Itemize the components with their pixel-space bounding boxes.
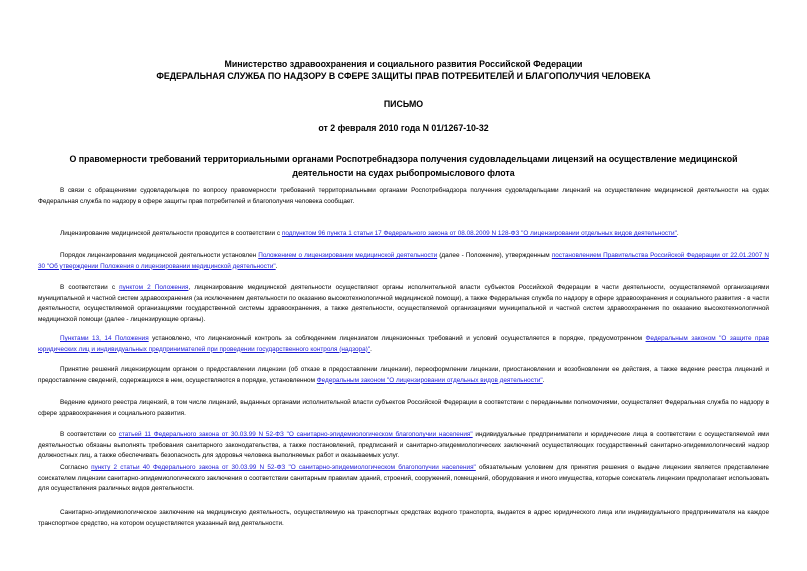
sanitary-law-clause-link[interactable]: пункту 2 статьи 40 Федерального закона от 30.03.99 N 52-ФЗ "О санитарно-эпидемиологическом благополучии населения" [91,464,476,471]
paragraph-4 [38,283,769,326]
paragraph-text: Порядок лицензирования медицинской деятельности установлен [60,252,259,259]
paragraph-9 [38,463,769,495]
government-decree-link[interactable]: постановлением Правительства Российской Федерации от 22.01.2007 N 30 "Об утверждении Положения о лицензировании медицинской деятельности" [38,252,770,270]
paragraph-text: Санитарно-эпидемиологическое заключение на медицинскую деятельность, осуществляемую на транспортных средствах водного транспорта, выдается в адрес юридического лица или индивидуального предпринимателя на каждое транспортное средство, на котором осуществляется указанный вид деятельности. [38,509,769,527]
paragraph-text: . [370,345,372,353]
paragraph-text: В соответствии со [60,431,119,438]
regulation-clauses-link[interactable]: Пунктами 13, 14 Положения [60,335,149,342]
paragraph-text: . [275,262,278,270]
paragraph-text: Согласно [60,464,92,471]
paragraph-text: установлено, что лицензионный контроль за соблюдением лицензиатом лицензионных требований и условий осуществляется в порядке, предусмотренном [148,335,646,342]
paragraph-text: В связи с обращениями судовладельцев по вопросу правомерности требований территориальными органами Роспотребнадзора получения судовладельцами лицензий на осуществление медицинской деятельности на судах Федеральная служба по надзору в сфере защиты прав потребителей и благополучия человека сообщает. [38,187,769,205]
paragraph-7 [38,398,769,419]
service-heading: ФЕДЕРАЛЬНАЯ СЛУЖБА ПО НАДЗОРУ В СФЕРЕ ЗАЩИТЫ ПРАВ ПОТРЕБИТЕЛЕЙ И БЛАГОПОЛУЧИЯ ЧЕЛОВЕКА [156,71,651,81]
paragraph-text: Ведение единого реестра лицензий, в том числе лицензий, выданных органами исполнительной власти субъектов Российской Федерации в соответствии с переданными полномочиями, осуществляет Федеральная служба по надзору в сфере здравоохранения и социального развития. [38,399,769,417]
regulation-link[interactable]: Положением о лицензировании медицинской деятельности [258,252,438,259]
federal-law-link[interactable]: Федеральным законом "О защите прав юридических лиц и индивидуальных предпринимателей при проведении государственного контроля (надзора)" [38,335,769,353]
paragraph-text: . [542,376,545,384]
document-type: ПИСЬМО [383,99,424,109]
document-date-number: от 2 февраля 2010 года N 01/1267-10-32 [318,123,489,133]
paragraph-text: , лицензирование медицинской деятельности осуществляют органы исполнительной власти субъектов Российской Федерации в части деятельности, осуществляемой организациями муниципальной и частной систем здравоохранения (за исключением деятельности по оказанию высокотехнологичной медицинской помощи), а также Федеральная служба по надзору в сфере здравоохранения и социального развития - в части деятельности, осуществляемой организациями государственной системы здравоохранения, а также деятельности, осуществляемой организациями муниципальной и частной систем здравоохранения по оказанию высокотехнологичной медицинской помощи (далее - лицензирующие органы). [38,284,770,324]
paragraph-text: Принятие решений лицензирующим органом о предоставлении лицензии (об отказе в предоставлении лицензии), переоформлении лицензии, приостановлении и возобновлении ее действия, а также ведение реестра лицензий и предоставление сведений, содержащихся в нем, осуществляются в порядке, установленном [38,366,769,384]
paragraph-1 [38,186,769,207]
paragraph-text: . [676,230,679,237]
paragraph-2 [38,229,769,240]
paragraph-text: обязательным условием для принятия решения о выдаче лицензии является представление соискателем лицензии санитарно-эпидемиологического заключения о соответствии санитарным правилам зданий, строений, сооружений, помещений, оборудования и иного имущества, которые соискатель лицензии предполагает использовать для осуществления различных видов деятельности. [38,464,769,493]
paragraph-3 [38,251,769,272]
document-subject: О правомерности требований территориальными органами Роспотребнадзора получения судовладельцами лицензий на осуществление медицинской деятельности на судах рыбопромыслового флота [69,154,738,178]
paragraph-10 [38,508,769,529]
regulation-clause-link[interactable]: пунктом 2 Положения [119,284,189,291]
paragraph-text: В соответствии с [60,284,120,291]
paragraph-text: (далее - Положение), утвержденным [437,252,552,259]
paragraph-6 [38,365,769,386]
licensing-law-link[interactable]: Федеральным законом "О лицензировании отдельных видов деятельности" [316,376,543,384]
sanitary-law-article-link[interactable]: статьей 11 Федерального закона от 30.03.99 N 52-ФЗ "О санитарно-эпидемиологическом благополучии населения" [118,431,473,438]
law-link[interactable]: подпунктом 96 пункта 1 статьи 17 Федерального закона от 08.08.2009 N 128-ФЗ "О лицензировании отдельных видов деятельности" [281,230,677,237]
paragraph-5 [38,334,769,355]
paragraph-8 [38,430,769,462]
paragraph-text: Лицензирование медицинской деятельности проводится в соответствии с [60,230,282,237]
ministry-heading: Министерство здравоохранения и социального развития Российской Федерации [224,59,583,69]
paragraph-text: индивидуальные предприниматели и юридические лица в соответствии с осуществляемой ими деятельностью обязаны выполнять требования санитарного законодательства, а также постановлений, предписаний и санитарно-эпидемиологических заключений осуществляющих государственный санитарно-эпидемиологический надзор должностных лиц, а также обеспечивать безопасность для здоровья человека выполняемых работ и оказываемых услуг. [38,431,770,460]
